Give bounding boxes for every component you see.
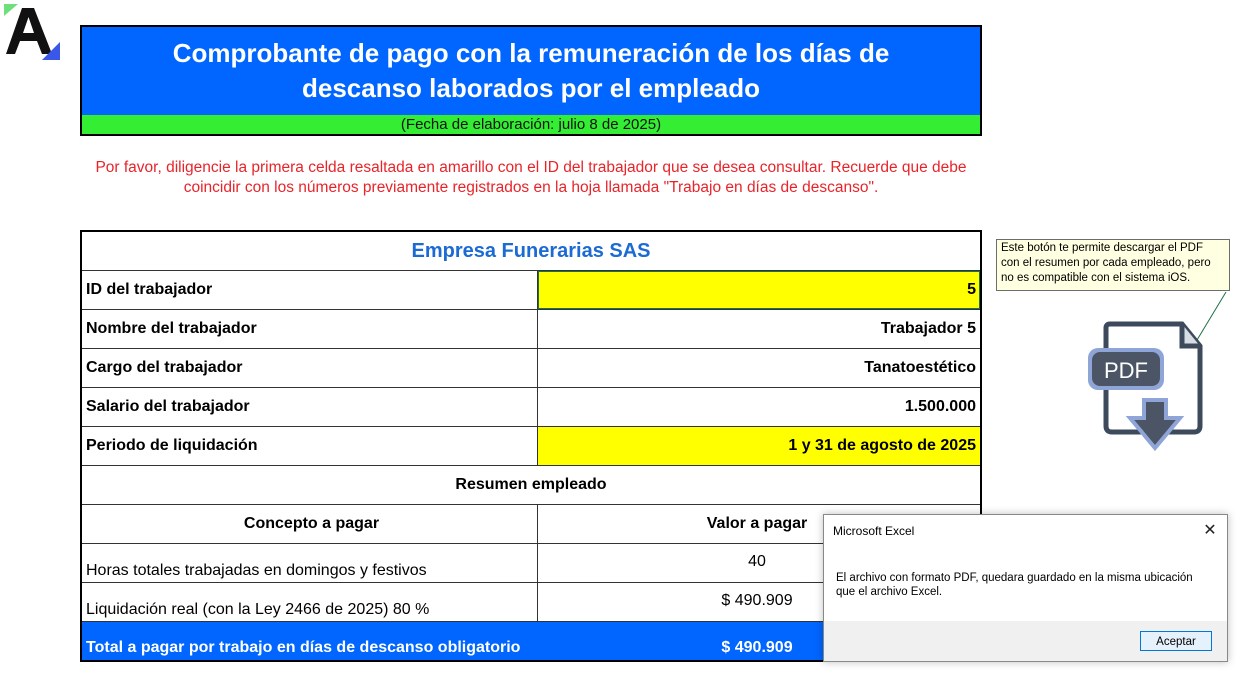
table-row	[82, 349, 980, 388]
company-name: Empresa Funerarias SAS	[411, 239, 651, 262]
comment-line-2: con el resumen por cada empleado, pero	[1001, 257, 1211, 269]
dialog-message	[836, 571, 1216, 599]
hours-value[interactable]: 40	[748, 553, 766, 570]
worker-role-label: Cargo del trabajador	[82, 349, 538, 387]
hours-label: Horas totales trabajadas en domingos y festivos	[82, 544, 538, 582]
dialog-title: Microsoft Excel	[833, 524, 915, 538]
dialog-footer	[824, 621, 1227, 661]
pdf-download-button[interactable]	[1082, 318, 1208, 458]
page-title	[80, 25, 982, 117]
worker-salary-label: Salario del trabajador	[82, 388, 538, 426]
instructions-line-2: coincidir con los números previamente registrados en la hoja llamada "Trabajo en días de descanso".	[183, 179, 879, 196]
worker-role-value[interactable]: Tanatoestético	[864, 359, 976, 376]
period-input[interactable]: 1 y 31 de agosto de 2025	[538, 427, 980, 465]
comment-tooltip	[996, 239, 1230, 291]
table-row	[82, 271, 980, 310]
excel-dialog	[823, 514, 1228, 662]
summary-title: Resumen empleado	[455, 476, 607, 493]
title-line-1: Comprobante de pago con la remuneración de los días de	[172, 38, 890, 68]
close-icon[interactable]: ✕	[1203, 522, 1217, 539]
company-row	[82, 232, 980, 271]
worker-id-label: ID del trabajador	[82, 271, 538, 309]
worker-name-label: Nombre del trabajador	[82, 310, 538, 348]
table-row	[82, 427, 980, 466]
brand-logo-icon	[4, 4, 60, 62]
concept-column-header: Concepto a pagar	[82, 505, 538, 543]
value-column-header: Valor a pagar	[706, 515, 808, 532]
worker-salary-value[interactable]: 1.500.000	[904, 398, 976, 415]
total-label: Total a pagar por trabajo en días de descanso obligatorio	[82, 622, 538, 660]
summary-title-row	[82, 466, 980, 505]
dialog-message-line-1: El archivo con formato PDF, quedara guardado en la misma ubicación	[836, 572, 1193, 584]
ok-button[interactable]: Aceptar	[1140, 631, 1212, 651]
instructions-text	[80, 158, 982, 198]
worker-name-value[interactable]: Trabajador 5	[880, 320, 976, 337]
total-value[interactable]: $ 490.909	[721, 639, 793, 656]
period-label: Periodo de liquidación	[82, 427, 538, 465]
date-label: (Fecha de elaboración: julio 8 de 2025)	[80, 115, 982, 136]
settlement-label: Liquidación real (con la Ley 2466 de 2025) 80 %	[82, 583, 538, 621]
settlement-value[interactable]: $ 490.909	[721, 592, 793, 609]
title-line-2: descanso laborados por el empleado	[301, 73, 761, 103]
dialog-message-line-2: que el archivo Excel.	[836, 586, 943, 598]
table-row	[82, 310, 980, 349]
table-row	[82, 388, 980, 427]
worker-id-input[interactable]: 5	[538, 271, 980, 309]
comment-line-1: Este botón te permite descargar el PDF	[1001, 242, 1203, 254]
comment-line-3: no es compatible con el sistema iOS.	[1001, 272, 1191, 284]
pdf-label: PDF	[1104, 358, 1148, 383]
instructions-line-1: Por favor, diligencie la primera celda resaltada en amarillo con el ID del trabajador que se desea consultar. Recuerde que debe	[95, 159, 967, 176]
